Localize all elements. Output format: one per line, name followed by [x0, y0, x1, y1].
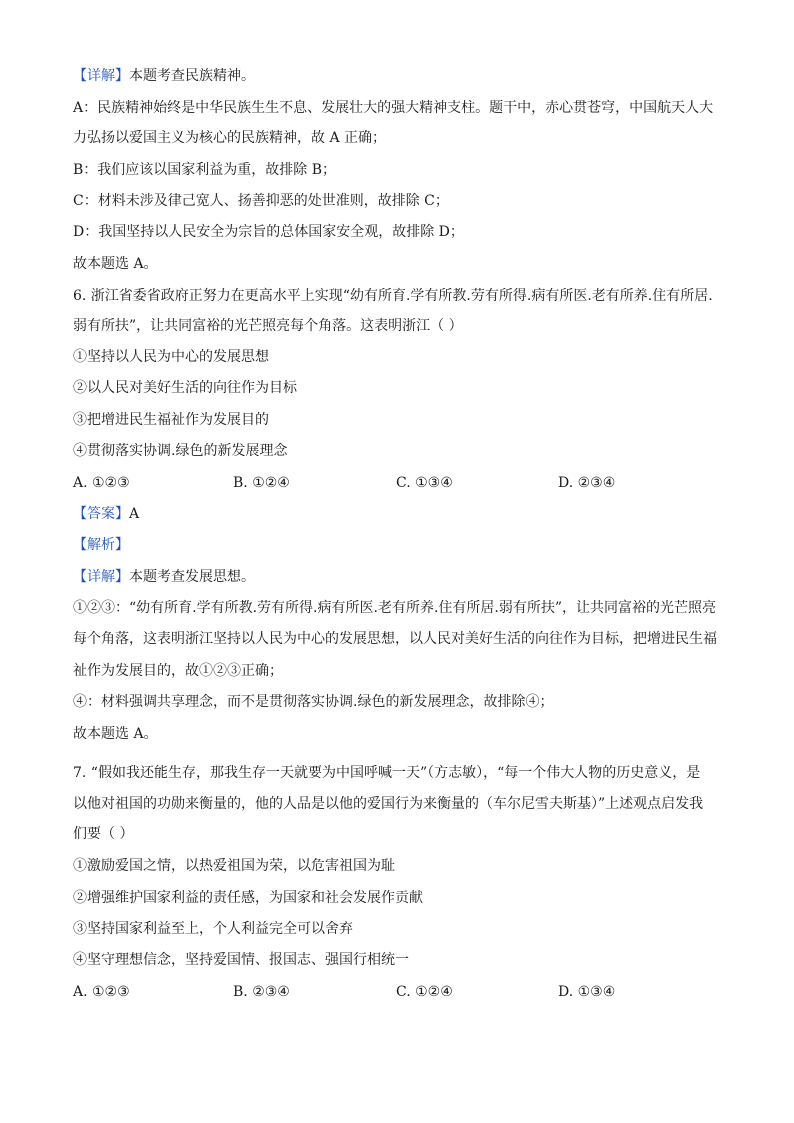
option-b-explanation: B：我们应该以国家利益为重，故排除 B； [73, 162, 337, 178]
q6-conclusion: 故本题选 A。 [73, 726, 158, 742]
detail-tag: 【详解】 [73, 569, 129, 585]
q6-stem-line2: 弱有所扶”，让共同富裕的光芒照亮每个角落。这表明浙江（ ） [73, 318, 463, 334]
q7-stem-line2: 以他对祖国的功勋来衡量的，他的人品是以他的爱国行为来衡量的（车尔尼雪夫斯基）”上述观点启发我 [73, 796, 704, 812]
option-a-explanation-line2: 力弘扬以爱国主义为核心的民族精神，故 A 正确； [73, 130, 387, 146]
conclusion: 故本题选 A。 [73, 256, 158, 272]
q7-stem-line3: 们要（ ） [73, 826, 134, 842]
q7-item-2: ②增强维护国家利益的责任感，为国家和社会发展作贡献 [73, 890, 423, 906]
q6-item-4: ④贯彻落实协调.绿色的新发展理念 [73, 443, 288, 459]
q7-option-c: C. ①②④ [396, 984, 453, 1000]
q6-answer [73, 504, 723, 524]
q6-stem-line1: 6. 浙江省委省政府正努力在更高水平上实现“幼有所育.学有所教.劳有所得.病有所医.老有所养.住有所居. [73, 288, 713, 304]
q6-option-c: C. ①③④ [396, 475, 453, 491]
q6-item-1: ①坚持以人民为中心的发展思想 [73, 349, 269, 365]
q7-option-b: B. ②③④ [233, 984, 290, 1000]
q6-explanation-line2: 每个角落，这表明浙江坚持以人民为中心的发展思想，以人民对美好生活的向往作为目标，把增进民生福 [73, 631, 717, 647]
option-c-explanation: C：材料未涉及律己宽人、扬善抑恶的处世准则，故排除 C； [73, 193, 449, 209]
q7-item-4: ④坚守理想信念，坚持爱国情、报国志、强国行相统一 [73, 952, 409, 968]
detail-tag: 【详解】 [73, 68, 129, 84]
q6-explanation-line4: ④：材料强调共享理念，而不是贯彻落实协调.绿色的新发展理念，故排除④； [73, 694, 554, 710]
answer-tag: 【答案】 [73, 506, 129, 522]
answer-value: A [129, 506, 140, 522]
q7-item-3: ③坚持国家利益至上，个人利益完全可以舍弃 [73, 921, 353, 937]
q7-item-1: ①激励爱国之情，以热爱祖国为荣，以危害祖国为耻 [73, 858, 395, 874]
q7-option-a: A. ①②③ [73, 984, 130, 1000]
option-d-explanation: D：我国坚持以人民安全为宗旨的总体国家安全观，故排除 D； [73, 224, 464, 240]
q7-option-d: D. ①③④ [558, 984, 616, 1000]
q6-item-3: ③把增进民生福祉作为发展目的 [73, 412, 269, 428]
q6-detail-heading [73, 567, 723, 587]
q6-option-a: A. ①②③ [73, 475, 130, 491]
option-a-explanation-line1: A：民族精神始终是中华民族生生不息、发展壮大的强大精神支柱。题干中，赤心贯苍穹，中国航天人大 [73, 100, 714, 116]
q7-stem-line1: 7. “假如我还能生存，那我生存一天就要为中国呼喊一天”（方志敏），“每一个伟大人物的历史意义，是 [73, 765, 701, 781]
q6-analysis-heading [73, 535, 723, 555]
q6-option-b: B. ①②④ [233, 475, 290, 491]
q6-option-d: D. ②③④ [558, 475, 616, 491]
q6-explanation-line3: 祉作为发展目的，故①②③正确； [73, 663, 283, 679]
q6-explanation-line1: ①②③：“幼有所育.学有所教.劳有所得.病有所医.老有所养.住有所居.弱有所扶”，让共同富裕的光芒照亮 [73, 600, 717, 616]
analysis-tag: 【解析】 [73, 537, 129, 553]
q6-item-2: ②以人民对美好生活的向往作为目标 [73, 380, 297, 396]
detail-text: 本题考查民族精神。 [129, 68, 255, 84]
detail-text: 本题考查发展思想。 [129, 569, 255, 585]
detail-heading [73, 66, 723, 86]
